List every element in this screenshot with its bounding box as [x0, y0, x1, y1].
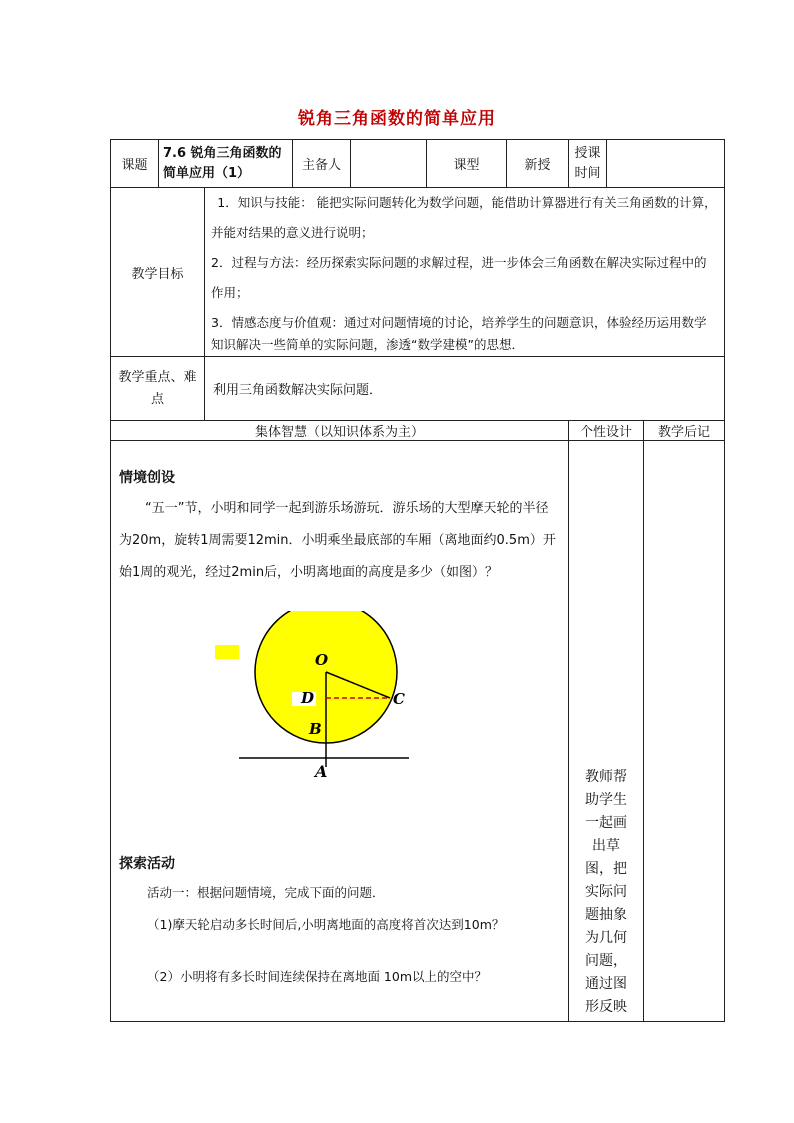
label-b: B [309, 720, 322, 738]
goal-item: 1．知识与技能： 能把实际问题转化为数学问题，能借助计算器进行有关三角函数的计算，并能对结果的意义进行说明； [211, 195, 717, 240]
explore-q1: （1)摩天轮启动多长时间后,小明离地面的高度将首次达到10m？ [147, 917, 505, 932]
scenario-text: “五一”节，小明和同学一起到游乐场游玩．游乐场的大型摩天轮的半径为20m，旋转1周需要12min．小明乘坐最底部的车厢（离地面约0.5m）开始1周的观光，经过2min后，小明离地面的高度是多少（如图）？ [119, 501, 556, 580]
preparer-label: 主备人 [293, 140, 351, 188]
page-title: 锐角三角函数的简单应用 [298, 109, 496, 129]
columns-header-row [111, 421, 725, 441]
time-label: 授课时间 [569, 140, 607, 188]
label-o: O [315, 651, 329, 669]
label-d: D [301, 689, 315, 707]
main-content [111, 441, 569, 1022]
explore-heading: 探索活动 [119, 856, 175, 872]
type-value: 新授 [507, 140, 569, 188]
time-value [607, 140, 725, 188]
yellow-mark [215, 645, 239, 659]
topic-value: 7.6 锐角三角函数的简单应用（1） [159, 140, 293, 188]
topic-label: 课题 [111, 140, 159, 188]
preparer-value [351, 140, 427, 188]
scenario-heading: 情境创设 [119, 470, 175, 486]
content-row [111, 441, 725, 1022]
teacher-tip: 教师帮助学生一起画出草图，把实际问题抽象为几何问题，通过图形反映 [569, 441, 644, 1022]
keypoints-value: 利用三角函数解决实际问题． [205, 357, 725, 421]
col-personal-header: 个性设计 [569, 421, 644, 441]
ferris-wheel-figure [119, 611, 539, 801]
explore-intro: 活动一：根据问题情境，完成下面的问题． [147, 885, 385, 900]
lesson-plan-table [110, 139, 725, 1022]
notes-cell [644, 441, 725, 1022]
label-a: A [315, 762, 328, 781]
keypoints-row [111, 357, 725, 421]
col-notes-header: 教学后记 [644, 421, 725, 441]
explore-q2: （2）小明将有多长时间连续保持在离地面 10m以上的空中？ [147, 969, 488, 984]
label-c: C [393, 690, 405, 708]
goals-row [111, 188, 725, 357]
goals-label: 教学目标 [111, 188, 205, 357]
goals-content [205, 188, 725, 357]
col-main-header: 集体智慧（以知识体系为主） [111, 421, 569, 441]
keypoints-label: 教学重点、难点 [111, 357, 205, 421]
goal-item: 2．过程与方法：经历探索实际问题的求解过程，进一步体会三角函数在解决实际过程中的作用； [211, 255, 707, 300]
type-label: 课型 [427, 140, 507, 188]
goal-item: 3．情感态度与价值观：通过对问题情境的讨论，培养学生的问题意识，体验经历运用数学知识解决一些简单的实际问题，渗透“数学建模”的思想． [211, 315, 707, 352]
ferris-wheel-diagram [119, 611, 539, 801]
header-row [111, 140, 725, 188]
